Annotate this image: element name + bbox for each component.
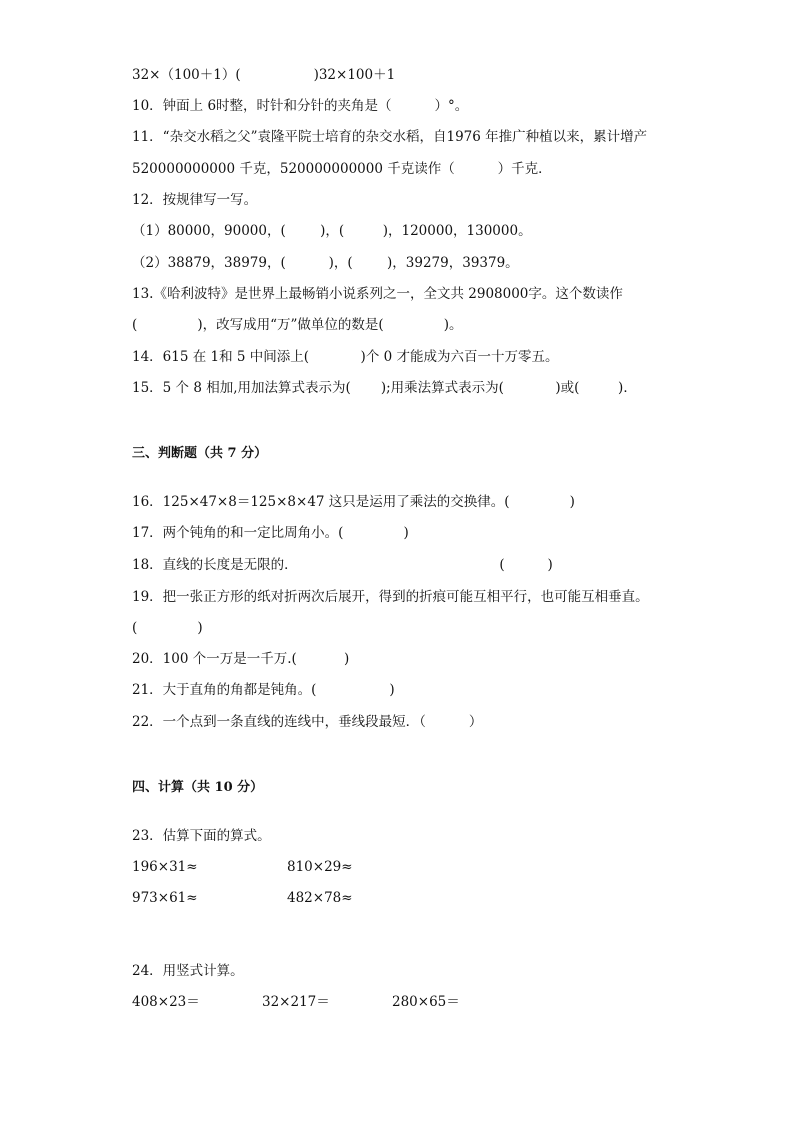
question-24: 24．用竖式计算。 (132, 963, 244, 979)
question-13: 13.《哈利波特》是世界上最畅销小说系列之一，全文共 2908000字。这个数读作 (132, 286, 623, 302)
section-3-heading: 三、判断题（共 7 分） (132, 446, 268, 461)
question-18: 18．直线的长度是无限的． ( ) (132, 557, 553, 573)
question-15: 15．5 个 8 相加,用加法算式表示为( );用乘法算式表示为( )或( )． (132, 380, 637, 396)
section-4-heading: 四、计算（共 10 分） (132, 780, 264, 795)
question-11-continued: 520000000000 千克，520000000000 千克读作（ ）千克． (132, 161, 552, 177)
estimate-expression: 196×31≈ (132, 859, 198, 875)
estimate-expression: 973×61≈ (132, 890, 198, 906)
question-12-part-2: （2）38879，38979，( )，( )，39279，39379。 (132, 255, 519, 271)
question-22: 22．一个点到一条直线的连线中，垂线段最短．（ ） (132, 714, 483, 730)
question-10: 10．钟面上 6时整，时针和分针的夹角是（ ）°。 (132, 98, 469, 114)
question-16: 16．125×47×8＝125×8×47 这只是运用了乘法的交换律。( ) (132, 494, 575, 510)
question-13-continued: ( )，改写成用“万”做单位的数是( )。 (132, 317, 463, 333)
question-12: 12．按规律写一写。 (132, 192, 258, 208)
question-12-part-1: （1）80000，90000，( )，( )，120000，130000。 (132, 223, 532, 239)
question-19-answer: ( ) (132, 620, 203, 636)
question-14: 14．615 在 1和 5 中间添上( )个 0 才能成为六百一十万零五。 (132, 349, 559, 365)
question-11: 11．“杂交水稻之父”袁隆平院士培育的杂交水稻，自1976 年推广种植以来，累计增产 (132, 129, 648, 145)
question-23: 23．估算下面的算式。 (132, 828, 271, 844)
estimate-expression: 810×29≈ (287, 859, 353, 875)
vertical-calc-expression: 408×23＝ (132, 994, 200, 1010)
vertical-calc-expression: 32×217＝ (262, 994, 330, 1010)
question-19: 19．把一张正方形的纸对折两次后展开，得到的折痕可能互相平行，也可能互相垂直。 (132, 589, 649, 605)
vertical-calc-expression: 280×65＝ (392, 994, 460, 1010)
question-9-comparison: 32×（100＋1）( )32×100＋1 (132, 67, 396, 83)
question-21: 21．大于直角的角都是钝角。( ) (132, 682, 395, 698)
estimate-expression: 482×78≈ (287, 890, 353, 906)
question-20: 20．100 个一万是一千万.( ) (132, 651, 350, 667)
question-17: 17．两个钝角的和一定比周角小。( ) (132, 525, 409, 541)
